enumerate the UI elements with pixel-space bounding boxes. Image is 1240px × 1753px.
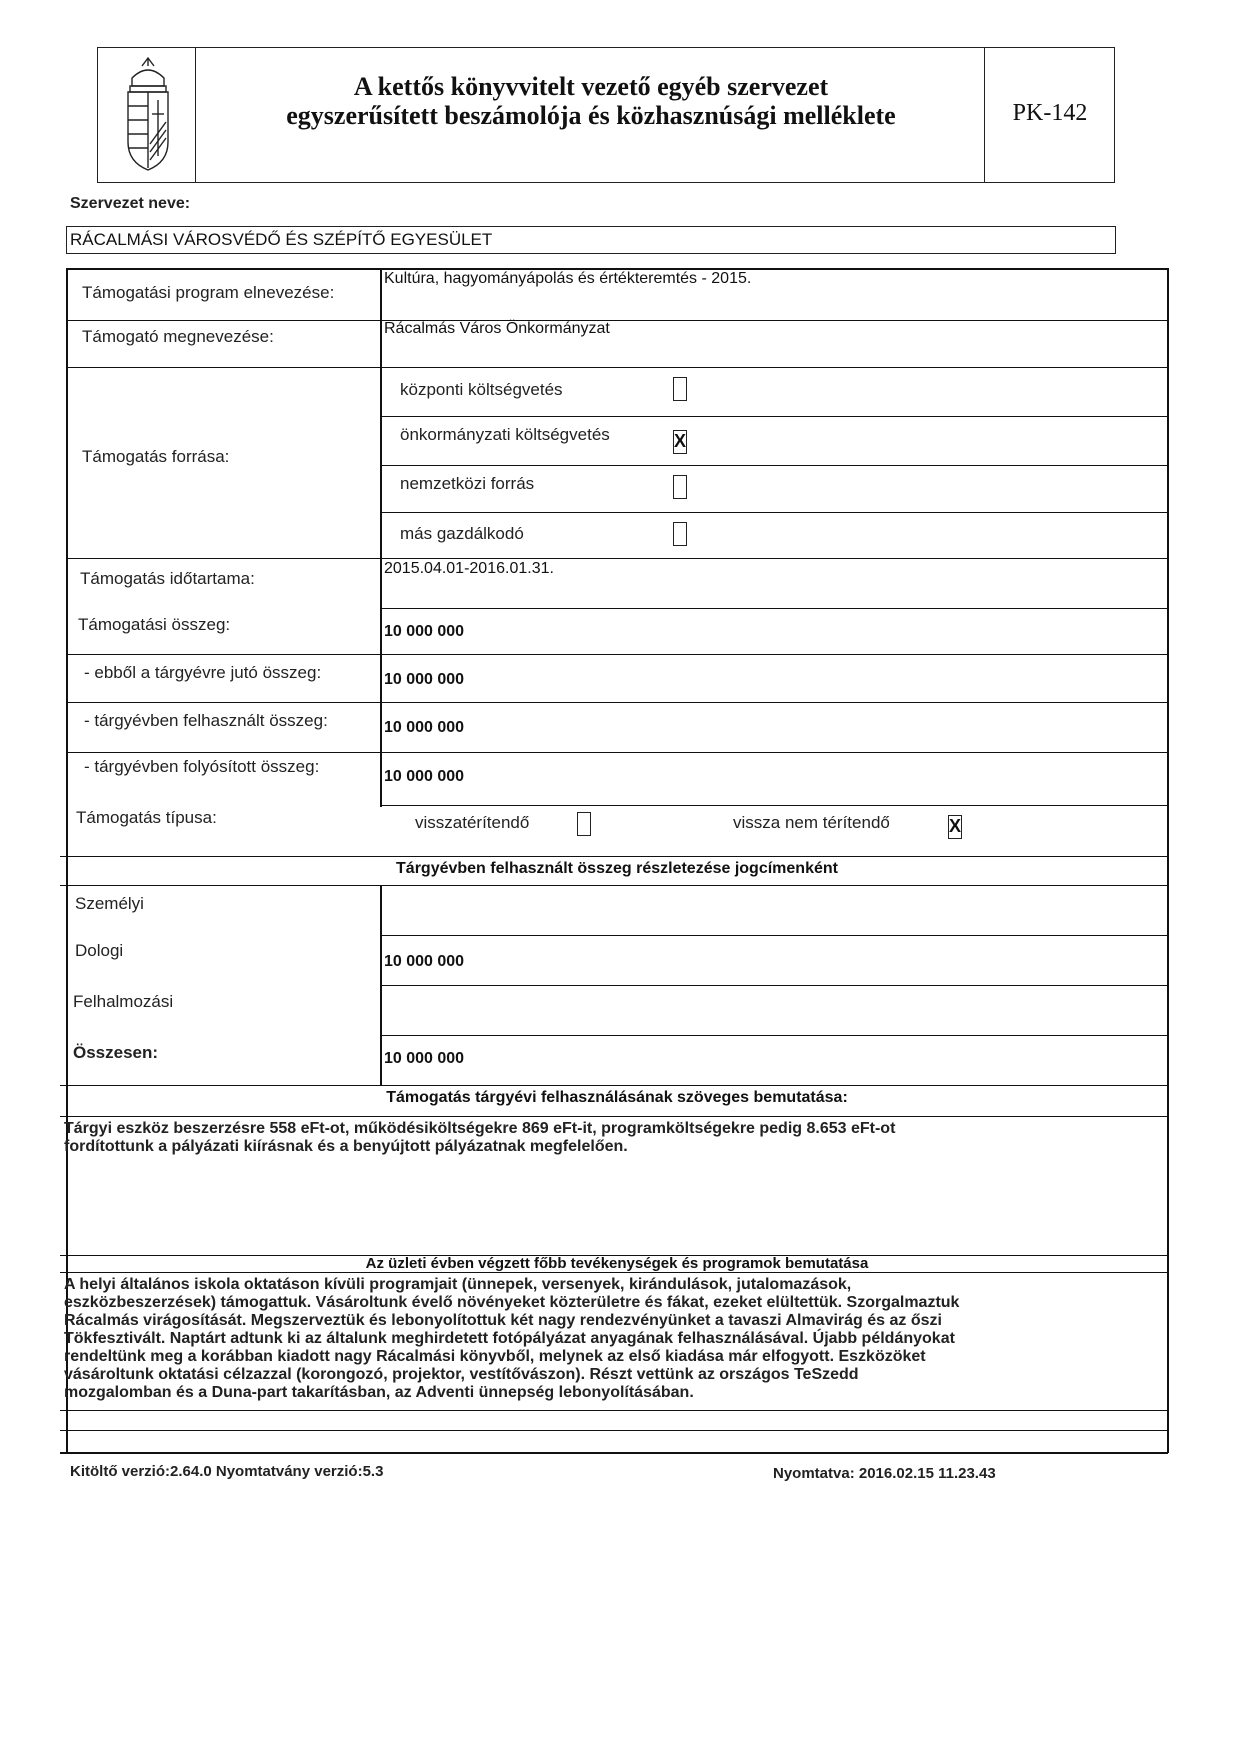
usage-title: Támogatás tárgyévi felhasználásának szöveges bemutatása: [386,1089,848,1106]
paid-label: - tárgyévben folyósított összeg: [84,757,320,776]
row-divider [66,558,1168,559]
row-divider [381,805,1168,806]
usage-line: Tárgyi eszköz beszerzésre 558 eFt-ot, működésiköltségekre 869 eFt-it, programköltségekre pedig 8.653 eFt-ot [64,1120,896,1137]
table-border [60,1452,1168,1454]
row-divider [381,608,1168,609]
paid-value[interactable]: 10 000 000 [384,768,465,785]
capital-label: Felhalmozási [73,992,174,1011]
row-divider [66,702,1168,703]
supporter-value[interactable]: Rácalmás Város Önkormányzat [384,320,610,337]
used-value[interactable]: 10 000 000 [384,719,465,736]
row-divider [381,985,1168,986]
breakdown-title: Tárgyévben felhasznált összeg részletezése jogcímenként [396,860,838,877]
row-divider [66,367,1168,368]
form-title: A kettős könyvvitelt vezető egyéb szervezet egyszerűsített beszámolója és közhasznúsági melléklete [286,72,896,130]
type-option-label: visszatérítendő [415,813,530,832]
activities-line: mozgalomban és a Duna-part takarításban, az Adventi ünnepség lebonyolításában. [64,1384,694,1401]
type-option-label: vissza nem térítendő [733,813,890,832]
activities-title: Az üzleti évben végzett főbb tevékenységek és programok bemutatása [365,1255,869,1272]
amount-label: Támogatási összeg: [78,615,231,634]
org-name-value: RÁCALMÁSI VÁROSVÉDŐ ÉS SZÉPÍTŐ EGYESÜLET [70,230,493,249]
activities-line: Rácalmás virágosítását. Megszerveztük és lebonyolítottuk két nagy rendezvényünket a tavaszi Almavirág és az őszi [64,1312,942,1329]
row-divider [60,1116,1168,1117]
year-part-label: - ebből a tárgyévre jutó összeg: [84,663,322,682]
amount-value[interactable]: 10 000 000 [384,623,465,640]
form-code: PK-142 [1012,100,1088,126]
type-checkbox[interactable] [577,812,591,836]
program-value[interactable]: Kultúra, hagyományápolás és értékteremtés - 2015. [384,270,752,287]
material-label: Dologi [75,941,124,960]
activities-line: A helyi általános iskola oktatáson kívüli programjait (ünnepek, versenyek, kirándulások, jutalomazások, [64,1276,852,1293]
activities-text[interactable] [64,1276,1164,1402]
row-divider [60,1410,1168,1411]
org-name-field[interactable] [66,226,1116,254]
row-divider [381,512,1168,513]
supporter-label: Támogató megnevezése: [82,327,274,346]
program-label: Támogatási program elnevezése: [82,283,335,302]
type-label: Támogatás típusa: [76,808,217,827]
row-divider [381,935,1168,936]
row-divider [60,1272,1168,1273]
row-divider [381,1035,1168,1036]
activities-line: rendeltünk meg a korábban kiadott nagy Rácalmási könyvből, melynek az első kiadása már elfogyott. Eszközöket [64,1348,926,1365]
usage-text[interactable] [64,1120,1164,1156]
header-divider [195,48,196,182]
duration-label: Támogatás időtartama: [80,569,255,588]
table-border [60,1430,1168,1431]
source-option-label: nemzetközi forrás [400,474,535,493]
source-checkbox[interactable]: X [673,430,687,454]
used-label: - tárgyévben felhasznált összeg: [84,711,328,730]
type-checkbox[interactable]: X [948,815,962,839]
row-divider [60,856,1168,857]
personal-label: Személyi [75,894,144,913]
activities-line: vásároltunk oktatási célzazzal (korongozó, projektor, vestítővászon). Részt vettünk az országos TeSzedd [64,1366,859,1383]
duration-value[interactable]: 2015.04.01-2016.01.31. [384,560,554,577]
row-divider [66,654,1168,655]
usage-line: fordítottunk a pályázati kiírásnak és a benyújtott pályázatnak megfelelően. [64,1138,628,1155]
row-divider [60,1085,1168,1086]
footer-printed: Nyomtatva: 2016.02.15 11.23.43 [773,1465,996,1482]
activities-line: Tökfesztivált. Naptárt adtunk ki az általunk meghirdetett fotópályázat anyagának felhasználásával. Újabb példányokat [64,1330,955,1347]
material-value[interactable]: 10 000 000 [384,953,465,970]
year-part-value[interactable]: 10 000 000 [384,671,465,688]
column-divider [380,268,382,807]
source-checkbox[interactable] [673,475,687,499]
row-divider [66,752,1168,753]
row-divider [60,885,1168,886]
row-divider [381,416,1168,417]
org-name-label: Szervezet neve: [70,195,191,212]
form-header [97,47,1115,183]
row-divider [381,465,1168,466]
source-checkbox[interactable] [673,522,687,546]
header-divider [984,48,985,182]
total-label: Összesen: [73,1043,159,1062]
coat-of-arms-icon [120,56,176,174]
activities-line: eszközbeszerzések) támogattuk. Vásároltunk évelő növényeket közterületre és fákat, ezeket elültettük. Szorgalmaztuk [64,1294,960,1311]
source-option-label: más gazdálkodó [400,524,524,543]
footer-version: Kitöltő verzió:2.64.0 Nyomtatvány verzió:5.3 [70,1463,384,1480]
source-option-label: önkormányzati költségvetés [400,425,610,444]
source-label: Támogatás forrása: [82,447,230,466]
total-value[interactable]: 10 000 000 [384,1050,465,1067]
row-divider [66,320,1168,321]
source-checkbox[interactable] [673,377,687,401]
source-option-label: központi költségvetés [400,380,563,399]
